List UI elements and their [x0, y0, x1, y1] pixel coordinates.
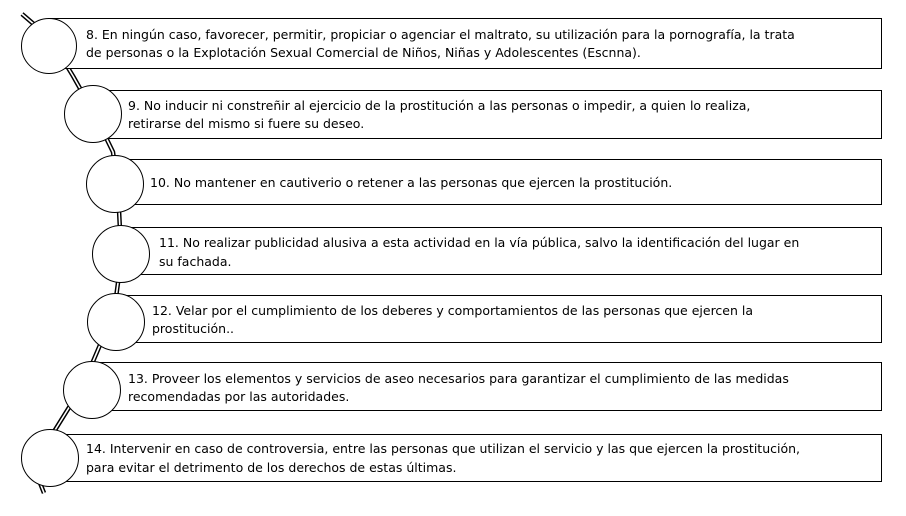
- item-text-line: 14. Intervenir en caso de controversia, entre las personas que utilizan el servicio y las que ejercen la prostitución,: [86, 441, 801, 456]
- bullet-circle: [63, 361, 121, 419]
- bullet-circle: [92, 225, 150, 283]
- bullet-circle: [86, 155, 144, 213]
- item-text-line: retirarse del mismo si fuere su deseo.: [128, 116, 365, 131]
- bullet-circle: [21, 18, 77, 74]
- item-text-line: para evitar el detrimento de los derechos de estas últimas.: [86, 460, 457, 475]
- item-text-line: su fachada.: [159, 254, 232, 269]
- bullet-circle: [64, 85, 122, 143]
- item-text-line: 13. Proveer los elementos y servicios de aseo necesarios para garantizar el cumplimiento de las medidas: [128, 371, 789, 386]
- item-text-line: 12. Velar por el cumplimiento de los deberes y comportamientos de las personas que ejercen la: [152, 303, 754, 318]
- item-text-line: 11. No realizar publicidad alusiva a esta actividad en la vía pública, salvo la identificación del lugar en: [159, 235, 800, 250]
- item-text-line: de personas o la Explotación Sexual Comercial de Niños, Niñas y Adolescentes (Escnna).: [86, 45, 641, 60]
- bullet-circle: [21, 429, 79, 487]
- item-text-line: prostitución..: [152, 321, 235, 336]
- item-text-line: 8. En ningún caso, favorecer, permitir, propiciar o agenciar el maltrato, su utilización para la pornografía, la trata: [86, 27, 795, 42]
- item-text-line: recomendadas por las autoridades.: [128, 389, 350, 404]
- item-text-line: 10. No mantener en cautiverio o retener a las personas que ejercen la prostitución.: [150, 175, 673, 190]
- item-text-line: 9. No inducir ni constreñir al ejercicio de la prostitución a las personas o impedir, a quien lo realiza,: [128, 98, 751, 113]
- bullet-circle: [87, 293, 145, 351]
